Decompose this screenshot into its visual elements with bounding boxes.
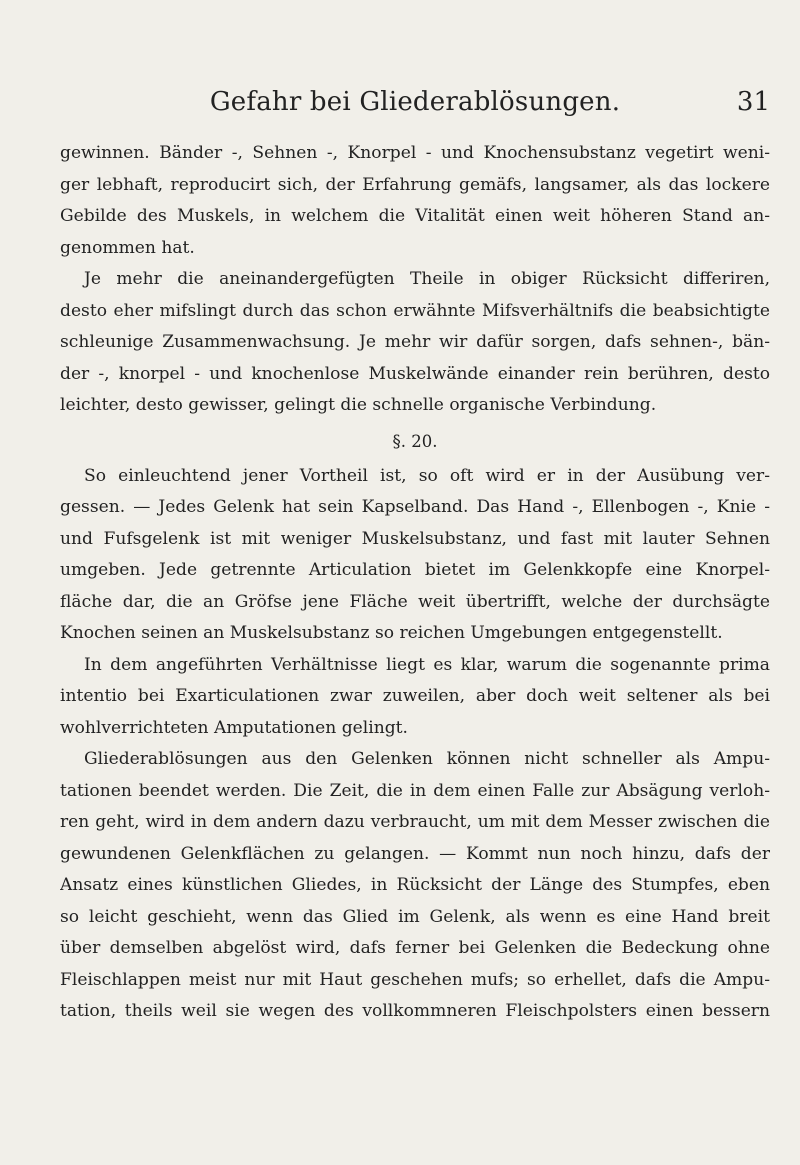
text-line: intentio bei Exarticulationen zwar zuweilen, aber doch weit seltener als bei: [60, 686, 770, 706]
text-line: Je mehr die aneinandergefügten Theile in obiger Rücksicht differiren,: [84, 269, 770, 289]
text-line: Gliederablösungen aus den Gelenken können nicht schneller als Ampu-: [84, 749, 770, 769]
text-line: Fleischlappen meist nur mit Haut geschehen mufs; so erhellet, dafs die Ampu-: [60, 969, 770, 990]
text-line: schleunige Zusammenwachsung. Je mehr wir dafür sorgen, dafs sehnen-, bän-: [60, 332, 770, 352]
text-line: gewinnen. Bänder -, Sehnen -, Knorpel - und Knochensubstanz vegetirt weni-: [60, 143, 770, 163]
text-line: gessen. — Jedes Gelenk hat sein Kapselband. Das Hand -, Ellenbogen -, Knie -: [60, 497, 770, 517]
text-line: tation, theils weil sie wegen des vollkommneren Fleischpolsters einen bessern: [60, 1001, 770, 1021]
running-title: Gefahr bei Gliederablösungen.: [209, 87, 621, 117]
text-line: gewundenen Gelenkflächen zu gelangen. — Kommt nun noch hinzu, dafs der: [60, 843, 770, 864]
text-line: umgeben. Jede getrennte Articulation bietet im Gelenkkopfe eine Knorpel-: [60, 560, 770, 580]
text-line: desto eher mifslingt durch das schon erwähnte Mifsverhältnifs die beabsichtigte: [60, 300, 770, 321]
text-line: So einleuchtend jener Vortheil ist, so oft wird er in der Ausübung ver-: [84, 465, 770, 486]
body-text: [60, 138, 770, 1028]
text-line: In dem angeführten Verhältnisse liegt es klar, warum die sogenannte prima: [84, 654, 770, 675]
text-line: ger lebhaft, reproducirt sich, der Erfahrung gemäfs, langsamer, als das lockere: [60, 174, 770, 195]
page-number: 31: [736, 87, 770, 117]
text-line: so leicht geschieht, wenn das Glied im Gelenk, als wenn es eine Hand breit: [60, 906, 770, 927]
text-line: leichter, desto gewisser, gelingt die schnelle organische Verbindung.: [60, 395, 657, 415]
text-line: Knochen seinen an Muskelsubstanz so reichen Umgebungen entgegenstellt.: [60, 623, 723, 643]
text-line: genommen hat.: [60, 237, 195, 258]
page-header: [60, 86, 770, 126]
section-heading: §. 20.: [392, 431, 438, 451]
text-line: wohlverrichteten Amputationen gelingt.: [60, 717, 408, 738]
text-line: über demselben abgelöst wird, dafs ferner bei Gelenken die Bedeckung ohne: [60, 938, 770, 958]
text-line: Ansatz eines künstlichen Gliedes, in Rücksicht der Länge des Stumpfes, eben: [60, 875, 770, 895]
text-line: fläche dar, die an Gröfse jene Fläche weit übertrifft, welche der durchsägte: [60, 591, 770, 612]
text-line: der -, knorpel - und knochenlose Muskelwände einander rein berühren, desto: [60, 363, 770, 384]
text-line: tationen beendet werden. Die Zeit, die in dem einen Falle zur Absägung verloh-: [60, 780, 770, 801]
text-line: ren geht, wird in dem andern dazu verbraucht, um mit dem Messer zwischen die: [60, 812, 770, 832]
text-line: Gebilde des Muskels, in welchem die Vitalität einen weit höheren Stand an-: [60, 206, 770, 226]
text-line: und Fufsgelenk ist mit weniger Muskelsubstanz, und fast mit lauter Sehnen: [60, 528, 770, 549]
